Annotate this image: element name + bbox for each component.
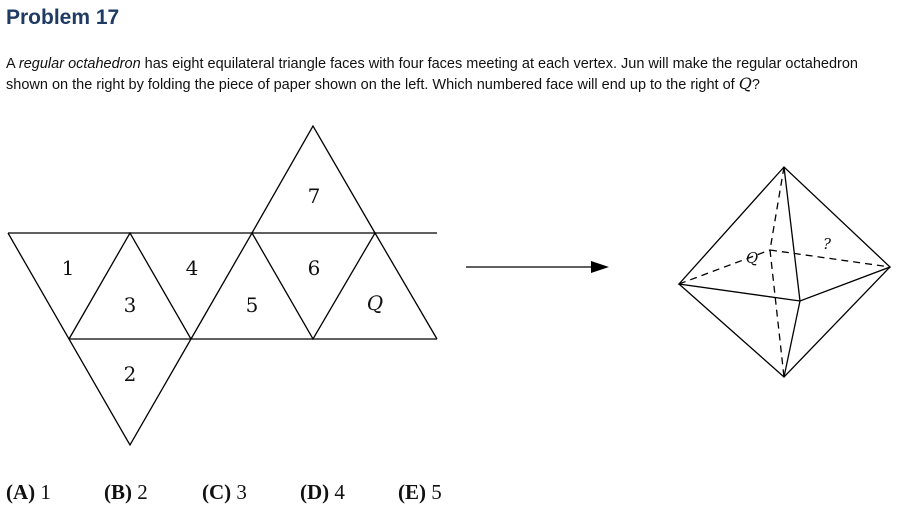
net-diagram bbox=[8, 126, 437, 445]
choice-b-letter: (B) bbox=[104, 480, 132, 504]
choice-c-value: 3 bbox=[236, 480, 247, 504]
choice-b-value: 2 bbox=[137, 480, 148, 504]
octahedron-diagram bbox=[679, 167, 890, 377]
octahedron-labels bbox=[746, 235, 832, 267]
octahedron-front-edge-top bbox=[784, 167, 800, 301]
choice-c-letter: (C) bbox=[202, 480, 232, 504]
figure-svg bbox=[0, 110, 900, 460]
choice-d-value: 4 bbox=[334, 480, 345, 504]
octahedron-upper-outline bbox=[679, 167, 890, 301]
choice-c[interactable] bbox=[202, 480, 300, 505]
net-zigzag bbox=[191, 233, 437, 339]
statement-part-1: A bbox=[6, 56, 19, 72]
choice-e-letter: (E) bbox=[398, 480, 426, 504]
face-label-3: 3 bbox=[123, 293, 137, 317]
octahedron-lower-outline bbox=[679, 267, 890, 377]
face-label-7: 7 bbox=[307, 184, 321, 208]
statement-part-2: has eight equilateral triangle faces with four faces meeting at each vertex. Jun will make the regular octahedron shown on the right by folding the piece of paper shown on the left. Which numbered face will end up to the right of bbox=[6, 56, 858, 93]
face-label-q: Q bbox=[366, 291, 384, 315]
octahedron-front-edge-bottom bbox=[784, 301, 800, 377]
choice-a-value: 1 bbox=[40, 480, 51, 504]
fold-arrow bbox=[466, 261, 609, 273]
problem-figure bbox=[0, 110, 900, 460]
choice-e[interactable] bbox=[398, 480, 496, 505]
face-label-6: 6 bbox=[307, 256, 321, 280]
choice-a-letter: (A) bbox=[6, 480, 36, 504]
choice-d[interactable] bbox=[300, 480, 398, 505]
arrow-head-icon bbox=[591, 261, 609, 273]
net-top-triangle bbox=[252, 126, 375, 233]
octahedron-label-q: Q bbox=[745, 249, 759, 267]
face-label-5: 5 bbox=[245, 293, 259, 317]
statement-end: ? bbox=[751, 77, 760, 93]
answer-choices bbox=[6, 480, 496, 505]
choice-a[interactable] bbox=[6, 480, 104, 505]
octahedron-hidden-edges bbox=[679, 167, 890, 377]
problem-title: Problem 17 bbox=[6, 6, 120, 29]
statement-q-symbol: Q bbox=[738, 74, 752, 93]
choice-b[interactable] bbox=[104, 480, 202, 505]
hidden-edge-bottom bbox=[770, 250, 784, 377]
choice-e-value: 5 bbox=[431, 480, 442, 504]
choice-d-letter: (D) bbox=[300, 480, 330, 504]
statement-italic-term: regular octahedron bbox=[18, 56, 141, 72]
octahedron-label-unknown: ? bbox=[822, 235, 832, 253]
face-label-2: 2 bbox=[123, 362, 137, 386]
problem-statement bbox=[6, 55, 896, 95]
face-label-4: 4 bbox=[185, 256, 199, 280]
face-label-1: 1 bbox=[61, 256, 75, 280]
